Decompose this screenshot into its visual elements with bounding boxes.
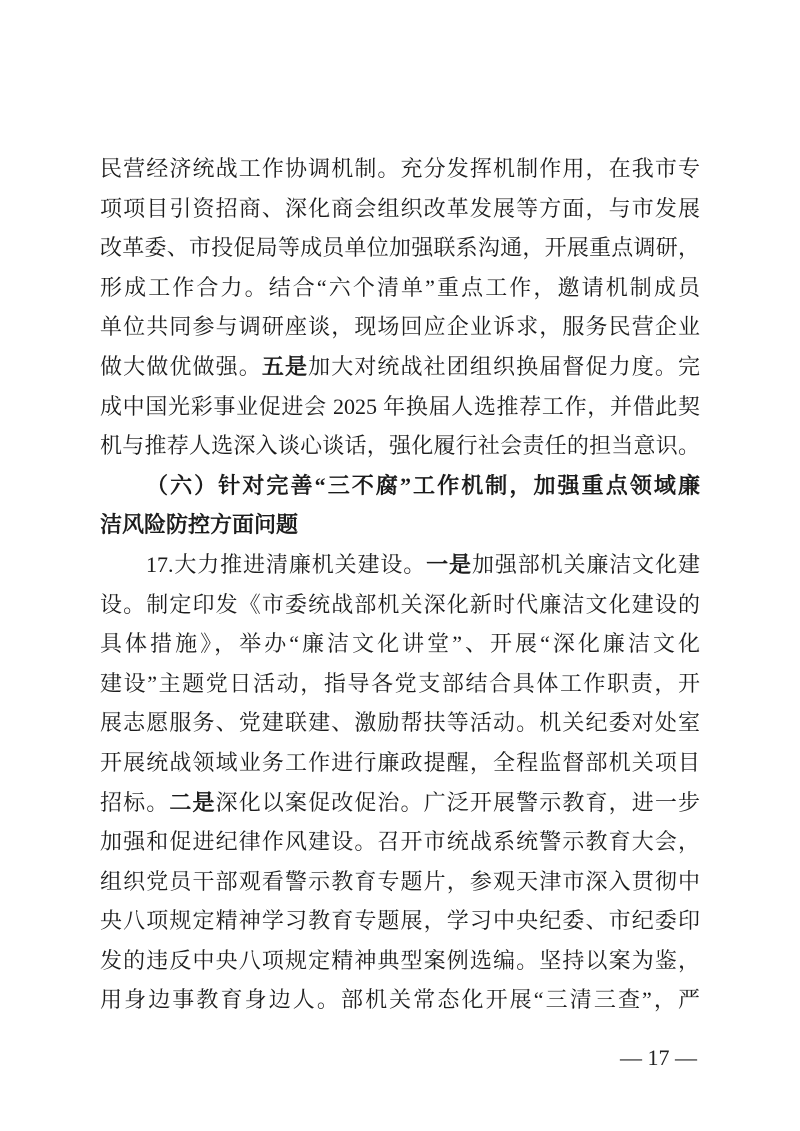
- text-line: [100, 268, 700, 308]
- body-text: 做大做优做强。: [100, 353, 262, 379]
- text-line: [100, 307, 700, 347]
- text-line: [100, 228, 700, 268]
- page-footer: [0, 1044, 800, 1072]
- emphasis-text: 洁风险防控方面问题: [100, 512, 299, 538]
- text-line: [100, 149, 700, 189]
- page-number: — 17 —: [620, 1045, 697, 1070]
- body-text: 加大对统战社团组织换届督促力度。完: [308, 353, 700, 379]
- body-text: 机与推荐人选深入谈心谈话，强化履行社会责任的担当意识。: [100, 433, 700, 459]
- body-text: 用身边事教育身边人。部机关常态化开展“三清三查”，严: [100, 987, 700, 1013]
- body-text: 加强部机关廉洁文化建: [471, 551, 700, 577]
- body-text: 开展统战领域业务工作进行廉政提醒，全程监督部机关项目: [100, 749, 700, 775]
- text-line: [100, 783, 700, 823]
- emphasis-text: 一是: [426, 551, 472, 577]
- body-text: 发的违反中央八项规定精神典型案例选编。坚持以案为鉴，: [100, 947, 700, 973]
- text-line: [100, 822, 700, 862]
- body-text: 改革委、市投促局等成员单位加强联系沟通，开展重点调研，: [100, 235, 700, 261]
- text-line: [100, 426, 700, 466]
- emphasis-text: （六）针对完善“三不腐”工作机制，加强重点领域廉: [146, 472, 700, 498]
- emphasis-text: 二是: [169, 789, 216, 815]
- body-text: 17.大力推进清廉机关建设。: [146, 551, 427, 577]
- body-text: 组织党员干部观看警示教育专题片，参观天津市深入贯彻中: [100, 868, 700, 894]
- body-text: 单位共同参与调研座谈，现场回应企业诉求，服务民营企业: [100, 314, 700, 340]
- body-text: 形成工作合力。结合“六个清单”重点工作，邀请机制成员: [100, 274, 700, 300]
- body-text: 具体措施》，举办“廉洁文化讲堂”、开展“深化廉洁文化: [100, 631, 700, 657]
- text-line: [100, 703, 700, 743]
- text-line: [100, 387, 700, 427]
- body-text: 民营经济统战工作协调机制。充分发挥机制作用，在我市专: [100, 156, 700, 181]
- body-text: 成中国光彩事业促进会 2025 年换届人选推荐工作，并借此契: [100, 393, 700, 419]
- text-line: [100, 189, 700, 229]
- text-line: [100, 862, 700, 902]
- text-line: [100, 664, 700, 704]
- text-line: [100, 980, 700, 1020]
- body-text: 央八项规定精神学习教育专题展，学习中央纪委、市纪委印: [100, 908, 700, 934]
- text-line: [100, 901, 700, 941]
- body-text: 深化以案促改促治。广泛开展警示教育，进一步: [215, 789, 700, 815]
- body-text: 展志愿服务、党建联建、激励帮扶等活动。机关纪委对处室: [100, 710, 700, 736]
- text-line: [100, 545, 700, 585]
- text-line: [100, 466, 700, 506]
- text-line: [100, 347, 700, 387]
- emphasis-text: 五是: [261, 353, 309, 379]
- text-line: [100, 505, 700, 545]
- body-text: 加强和促进纪律作风建设。召开市统战系统警示教育大会，: [100, 829, 700, 855]
- body-text: 建设”主题党日活动，指导各党支部结合具体工作职责，开: [100, 670, 700, 696]
- text-line: [100, 941, 700, 981]
- text-line: [100, 585, 700, 625]
- document-body: [100, 149, 700, 1020]
- body-text: 设。制定印发《市委统战部机关深化新时代廉洁文化建设的: [100, 591, 700, 617]
- body-text: 招标。: [100, 789, 170, 815]
- body-text: 项项目引资招商、深化商会组织改革发展等方面，与市发展: [100, 195, 700, 221]
- text-line: [100, 743, 700, 783]
- text-line: [100, 624, 700, 664]
